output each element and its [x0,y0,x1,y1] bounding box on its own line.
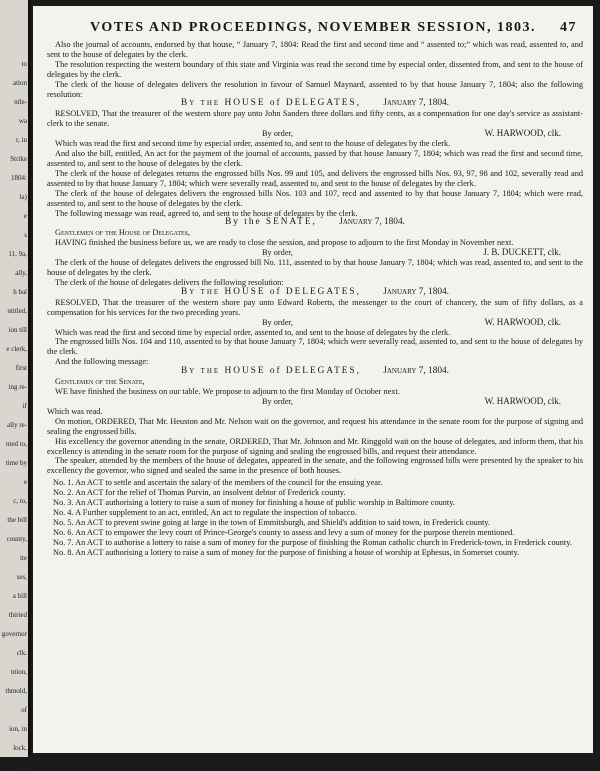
margin-fragment: to [21,60,27,68]
margin-fragment: wa [18,117,27,125]
message-header [47,367,583,377]
signature-line [47,129,583,139]
paragraph: The clerk of the house of delegates delivers the engrossed bill No. 111, assented to by that house January 7, 1804; which was read, assented to, and sent to the house of delegates by the clerk. [47,258,583,278]
act-item: No. 2. An ACT for the relief of Thomas Purvin, an insolvent debtor of Frederick county. [53,488,346,498]
adjacent-page-margin [0,0,31,771]
header-date: January 7, 1804. [383,366,449,377]
by-order: By order, [262,396,294,406]
act-item: No. 7. An ACT to authorise a lottery to raise a sum of money for the purpose of finishing the Roman catholic church in Frederick-town, in Frederick county. [53,537,572,547]
paragraph: The following message was read, agreed to, and sent to the house of delegates by the clerk. [55,208,358,218]
margin-fragment: nted to, [6,440,27,448]
paragraph: Also the journal of accounts, endorsed by that house, “ January 7, 1804: Read the first and second time and “ assented to;” which was read, assented to, and sent to the house of delegates by the clerk. [47,40,583,59]
clerk-signature: W. HARWOOD, clk. [484,395,561,406]
resolution-text: RESOLVED, That the treasurer of the western shore pay unto John Sanders three dollars and fifty cents, as a compensation for one day's service as assistant-clerk to the senate. [47,109,583,129]
margin-fragment: ses, [16,573,27,581]
act-item: No. 6. An ACT to empower the levy court of Prince-George's county to assess and levy a sum of money for the purpose therein mentioned. [53,527,515,537]
margin-fragment: ite [20,554,27,562]
paragraph: The speaker, attended by the members of the house of delegates, appeared in the senate, and the following engrossed bills were presented by the speaker to his excellency the governor, who signed and sealed the same in the presence of both houses. [47,456,583,476]
margin-fragment: c, to, [13,497,27,505]
paragraph: Which was read. [47,406,103,416]
margin-fragment: a bill [12,592,27,600]
by-order: By order, [262,129,294,139]
margin-fragment: la) [19,193,27,201]
margin-fragment: ntle- [14,98,27,106]
margin-fragment: ntion, [10,668,27,676]
margin-fragment: ation [13,79,27,87]
running-head-title: VOTES AND PROCEEDINGS, NOVEMBER SESSION, 1803. [89,20,536,35]
message-text: WE have finished the business on our table. We propose to adjourn to the first Monday of October next. [55,387,400,396]
header-date: January 7, 1804. [339,217,405,228]
header-by-the: By the [181,98,221,109]
margin-fragment: first [15,364,27,372]
margin-fragment: of [21,706,27,714]
margin-fragment: ntitled, [7,307,27,315]
paragraph: The resolution respecting the western boundary of this state and Virginia was read the second time by especial order, dissented from, and sent to the house of delegates by the clerk. [47,59,583,79]
margin-fragment: e clerk, [6,345,27,353]
page-number: 47 [560,20,577,35]
act-item: No. 4. A Further supplement to an act, entitled, An act to regulate the inspection of tobacco. [53,507,357,517]
margin-fragment: the bill [7,516,27,524]
act-item: No. 8. An ACT authorising a lottery to raise a sum of money for the purpose of finishing a house of worship at Ephesus, in Somerset county. [53,547,520,557]
paragraph: And also the bill, entitled, An act for the payment of the journal of accounts, passed by that house January 7, 1804; which was read the first and second time, assented to, and sent to the house of delegates by the clerk. [47,149,583,168]
signature-line [47,397,583,407]
by-order: By order, [262,248,294,258]
clerk-signature: W. HARWOOD, clk. [484,128,561,139]
header-house: HOUSE of DELEGATES, [224,366,361,377]
margin-fragment: Strike [10,155,27,163]
margin-fragment: ion till [8,326,27,334]
margin-fragment: 1804: [11,174,27,182]
margin-fragment: ion, in [9,725,27,733]
paragraph: Which was read the first and second time by especial order, assented to, and sent to the house of delegates by the clerk. [55,139,451,149]
margin-fragment: s [24,231,27,239]
header-date: January 7, 1804. [383,286,449,297]
act-item: No. 1. An ACT to settle and ascertain the salary of the members of the council for the ensuing year. [53,478,383,488]
resolution-header [47,288,583,298]
header-house: HOUSE of DELEGATES, [224,98,361,109]
header-house: HOUSE of DELEGATES, [224,286,361,297]
document-page [33,6,593,753]
document-body [33,40,593,558]
message-salutation: Gentlemen of the Senate, [55,377,145,387]
paragraph: His excellency the governor attending in the senate, ORDERED, That Mr. Johnson and Mr. Ringgold wait on the house of delegates, and inform them, that his excellency is attending in the senate room for the purpose of signing and sealing the engrossed bills, and request their attendance. [47,436,583,456]
clerk-signature: W. HARWOOD, clk. [484,316,561,327]
margin-fragment: r, in [16,136,27,144]
margin-fragment: ie [21,763,27,771]
signature-line [47,248,583,258]
header-by-the: By the [181,286,221,297]
paragraph: The clerk of the house of delegates delivers the resolution in favour of Samuel Maynard, assented to by that house January 7, 1804; also the following resolution: [47,79,583,99]
resolution-header [47,99,583,109]
act-item: No. 5. An ACT to prevent swine going at large in the town of Emmitsburgh, and Shield's addition to said town, in Frederick county. [53,517,490,527]
margin-fragment: clk. [16,649,27,657]
header-senate: By the SENATE, [225,217,317,228]
margin-fragment: thiried [8,611,27,619]
resolution-text: RESOLVED, That the treasurer of the western shore pay unto Edward Roberts, the messenger to the court of chancery, the sum of fifty dollars, as a compensation for his services for the two preceding years. [47,297,583,317]
message-header [47,218,583,228]
margin-fragment: 11, 9a, [8,250,27,258]
clerk-signature: J. B. DUCKETT, clk. [483,247,561,258]
margin-fragment: ally re- [6,421,27,429]
acts-list [47,478,583,557]
paragraph: The clerk of the house of delegates delivers the engrossed bills Nos. 103 and 107, recd and assented to by that house January 7, 1804; which were read, assented to, and sent to the house of delegates by the clerk. [47,188,583,208]
margin-fragment: e [23,212,27,220]
paragraph: The clerk of the house of delegates returns the engrossed bills Nos. 99 and 105, and delivers the engrossed bills Nos. 93, 97, 98 and 102, severally read and assented to by that house January 7, 1804; which were severally read, assented to, and sent to the house of delegates by the clerk. [47,168,583,188]
margin-fragment: if [22,402,27,410]
header-date: January 7, 1804. [383,98,449,109]
paragraph: Which was read the first and second time by especial order, assented to, and sent to the house of delegates by the clerk. [55,327,451,337]
header-by-the: By the [181,366,221,377]
margin-fragment: h bal [13,288,27,296]
margin-fragment: county, [6,535,27,543]
message-text: HAVING finished the business before us, we are ready to close the session, and propose to adjourn to the first Monday in November next. [55,238,514,248]
margin-fragment: governor [1,630,27,638]
act-item: No. 3. An ACT authorising a lottery to raise a sum of money for finishing a house of public worship in Baltimore county. [53,498,455,508]
margin-fragment: ally, [15,269,27,277]
paragraph: The engrossed bills Nos. 104 and 110, assented to by that house January 7, 1804; which were severally read, assented to, and sent to the house of delegates by the clerk. [47,337,583,357]
margin-fragment: e [23,478,27,486]
paragraph: On motion, ORDERED, That Mr. Heuston and Mr. Nelson wait on the governor, and request his attendance in the senate room for the purpose of signing and sealing the engrossed bills. [47,416,583,436]
running-head [33,20,593,40]
by-order: By order, [262,317,294,327]
paragraph: The clerk of the house of delegates delivers the following resolution: [55,277,284,287]
message-salutation: Gentlemen of the House of Delegates, [55,228,191,238]
margin-fragment: ing re- [8,383,27,391]
signature-line [47,318,583,328]
margin-fragment: lock, [13,744,27,752]
margin-fragment: time by [5,459,27,467]
margin-fragment: thmold, [5,687,27,695]
paragraph: And the following message: [55,357,149,367]
